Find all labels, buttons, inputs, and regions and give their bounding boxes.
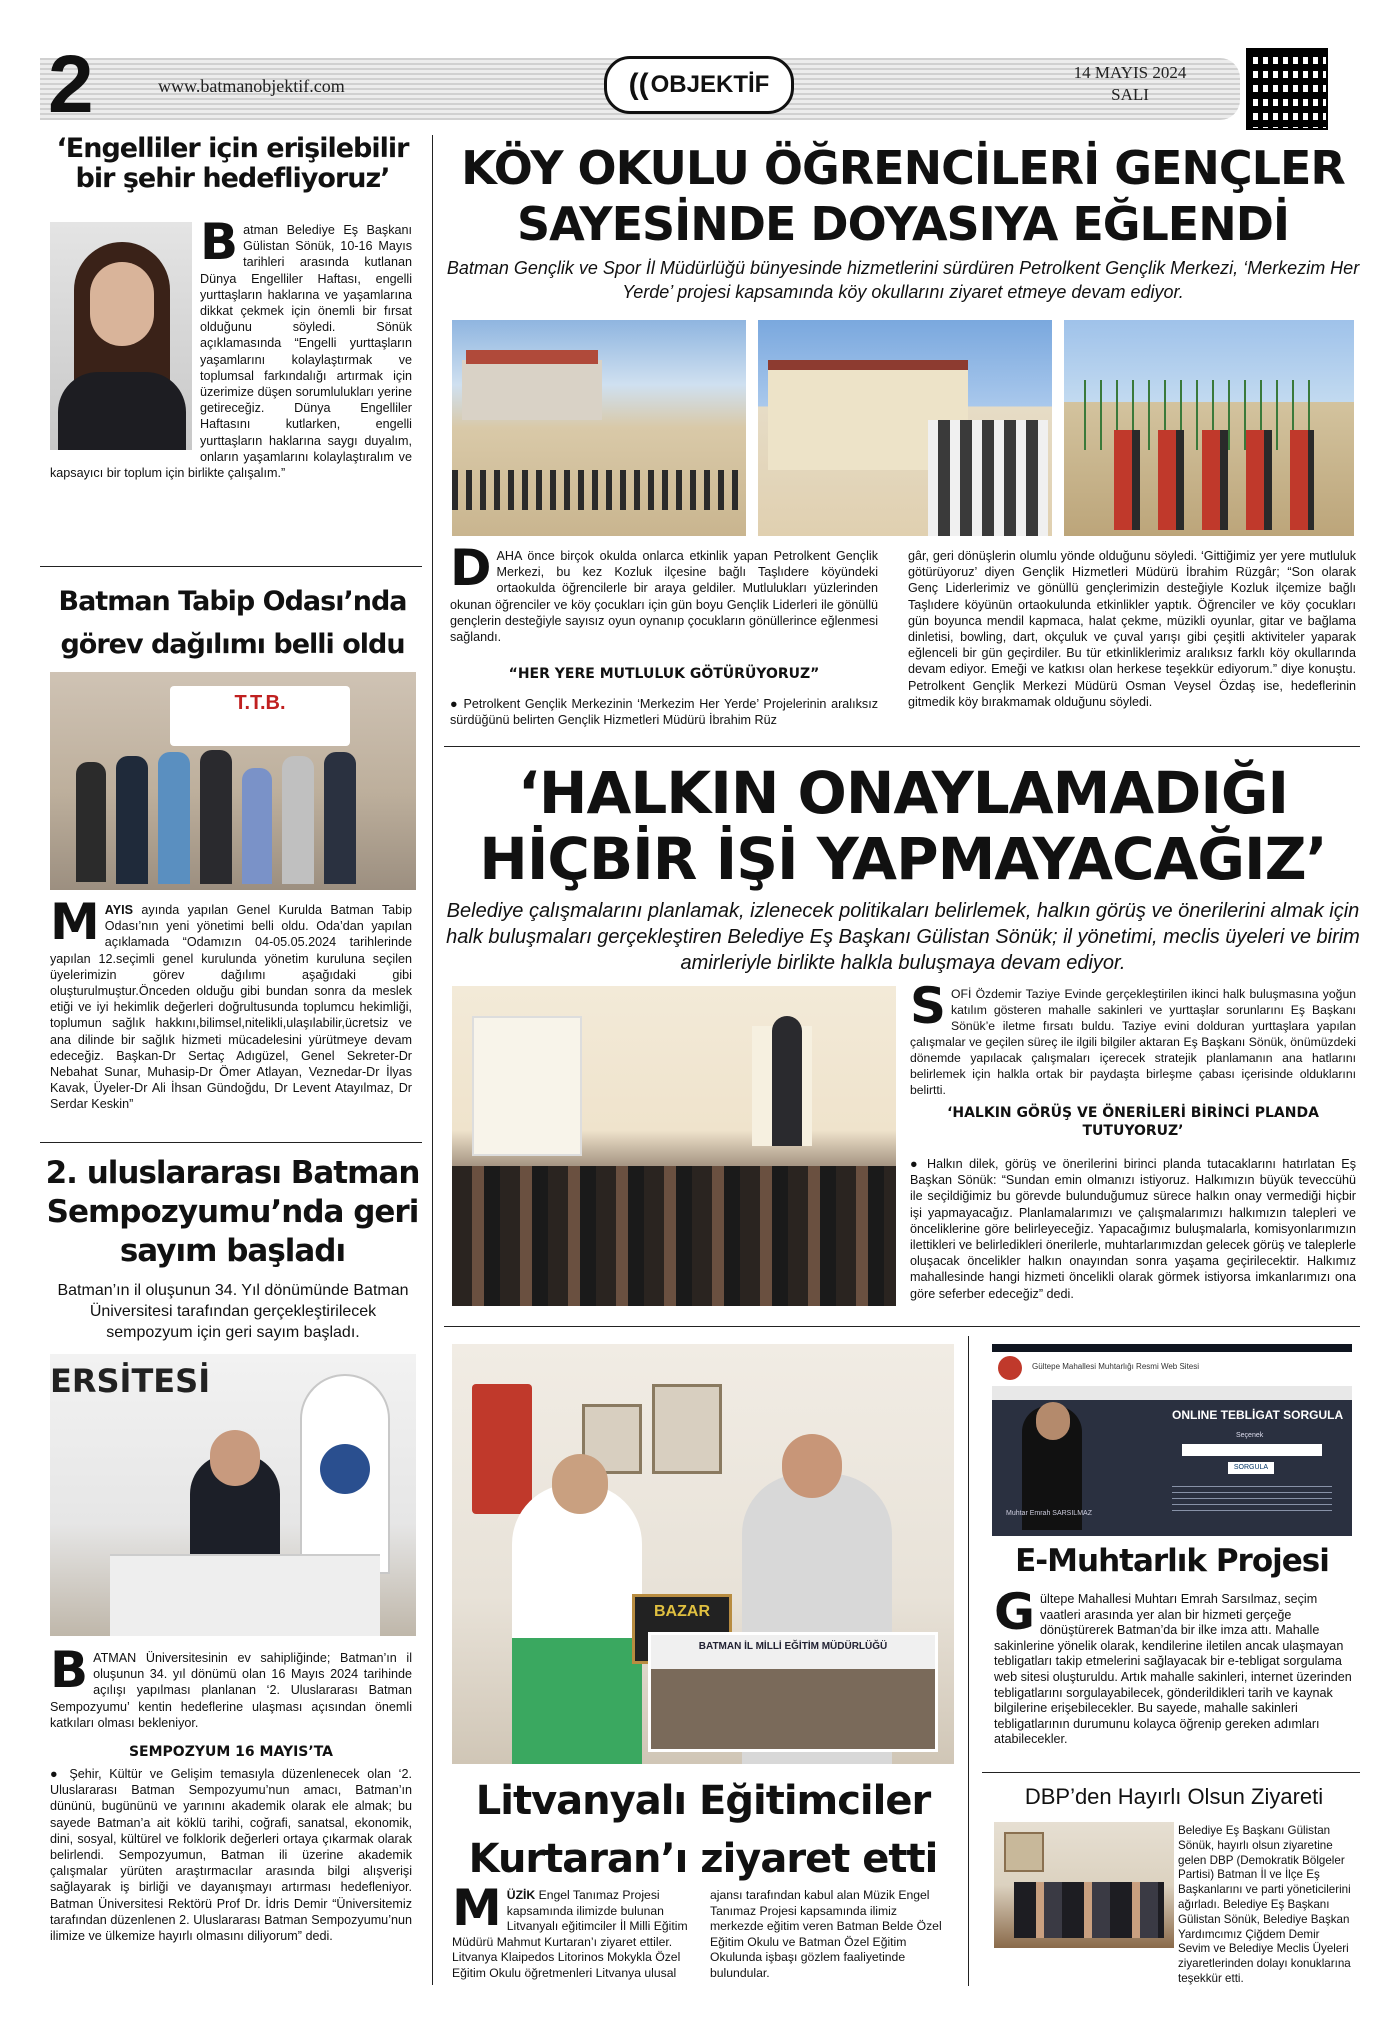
newspaper-logo: (( OBJEKTİF bbox=[604, 56, 794, 114]
divider bbox=[444, 1326, 1360, 1327]
website-screenshot: Gültepe Mahallesi Muhtarlığı Resmi Web Sitesi Muhtar Emrah SARSILMAZ ONLINE TEBLİGAT SORGULA Seçenek SORGULA bbox=[992, 1344, 1352, 1536]
article-subtitle: Batman’ın il oluşunun 34. Yıl dönümünde Batman Üniversitesi tarafından gerçekleştirilecek sempozyum için geri sayım başladı. bbox=[57, 1282, 409, 1341]
article-headline: ‘HALKIN ONAYLAMADIĞI HİÇBİR İŞİ YAPMAYACAĞIZ’ bbox=[479, 759, 1327, 893]
article-headline: KÖY OKULU ÖĞRENCİLERİ GENÇLER SAYESİNDE DOYASIYA EĞLENDİ bbox=[461, 141, 1345, 251]
page-header bbox=[0, 0, 1400, 135]
article-title: Batman Tabip Odası’nda görev dağılımı belli oldu bbox=[58, 586, 407, 660]
qr-code[interactable] bbox=[1246, 48, 1328, 130]
article-title: 2. uluslararası Batman Sempozyumu’nda geri sayım başladı bbox=[45, 1155, 420, 1269]
signing-photo: ERSİTESİ bbox=[50, 1354, 416, 1636]
article-body: Gültepe Mahallesi Muhtarı Emrah Sarsılmaz, seçim vaatleri arasında yer alan bir hizmeti gerçeğe dönüştürerek Batman’da bir ilke imza attı. Mahalle sakinlerine yönelik olarak, kendilerine iletilen ancak ulaşmayan tebligatları takip etmelerini sağlayacak bir e-tebligat sorgulama web sitesi oluşturuldu. Artık mahalle sakinleri, internet üzerinden tebligatlarını sorgulayabilecek, gönderildikleri tarih ve kaynak bilgilerine erişebilecekler. Bu sayede, mahalle sakinleri tebligatlarının durumunu kolayca öğrenip gereken adımları atabilecekler. bbox=[994, 1583, 1352, 1747]
article-title: E-Muhtarlık Projesi bbox=[1015, 1543, 1329, 1579]
column-divider bbox=[968, 1336, 969, 1986]
article-body-continued: gâr, geri dönüşlerin olumlu yönde olduğunu söyledi. ‘Gittiğimiz yer yere mutluluk götürüyoruz’ diyen Gençlik Hizmetleri Müdürü İbrahim Rüzgâr; “Son olarak Genç Liderlerimiz ve gönüllü gençlerimizin desteğiyle Kozluk ilçemize bağlı Taşlıdere köyünün ortaokulunda etkinlikler yaptık. Öğrenciler ve köy çocukları gün boyunca mendil kapmaca, halat çekme, müzikli oyunlar, gitar ve bağlama dinletisi, bowling, dart, okçuluk ve çuval yarışı gibi çeşitli aktiviteler yaparak eğlenceli bir gün geçirdiler. Bu tür etkinliklerimiz aralıksız farklı köy okullarında devam ediyor. Emeği ve katkısı olan herkese teşekkür ediyorum.” diye konuştu. Petrolkent Gençlik Merkezi Müdürü Osman Veysel Özdaş ise, hedeflerinin gitmedik köy bırakmamak olduğunu söyledi. bbox=[908, 549, 1356, 709]
article-subheading: SEMPOZYUM 16 MAYIS’TA bbox=[128, 1744, 334, 1760]
event-photo bbox=[758, 320, 1052, 536]
divider bbox=[40, 1142, 422, 1143]
article-body: Belediye Eş Başkanı Gülistan Sönük, hayırlı olsun ziyaretine gelen DBP (Demokratik Bölgeler Partisi) Batman İl ve İlçe Eş Başkanlarını ve parti yöneticilerini ağırladı. Belediye Eş Başkanı Gülistan Sönük, Belediye Başkan Yardımcımız Çiğdem Demir Sevim ve Belediye Meclis Üyeleri ziyaretlerinden dolayı konuklarına teşekkür etti. bbox=[1178, 1824, 1351, 1985]
page-number: 2 bbox=[48, 39, 94, 130]
article-title: DBP’den Hayırlı Olsun Ziyareti bbox=[1024, 1784, 1324, 1809]
article-body: MÜZİK Engel Tanımaz Projesi kapsamında ilimizde bulunan Litvanyalı eğitimciler İl Milli Eğitim Müdürü Mahmut Kurtaran’ı ziyaret ettiler. Litvanya Klaipedos Litorinos Mokykla Özel Eğitim Okulu öğretmenleri Litvanya ulusal ajansı tarafından kabul alan Müzik Engel Tanımaz Projesi kapsamında ilimiz merkezde eğitim veren Batman Belde Özel Eğitim Okulu ve Batman Özel Eğitim Okulunda işbaşı gözlem faaliyetinde bulundular. bbox=[452, 1879, 942, 1980]
visit-photo: BAZAR BATMAN İL MİLLİ EĞİTİM MÜDÜRLÜĞÜ bbox=[452, 1344, 954, 1764]
issue-date: 14 MAYIS 2024 SALI bbox=[1073, 63, 1187, 104]
group-photo: T.T.B. bbox=[50, 672, 416, 890]
article-body: ● Şehir, Kültür ve Gelişim temasıyla düzenlenecek olan ‘2. Uluslararası Batman Sempozyumu’nun amacı, Batman’ın dününü, bugününü ve yarınını akademik olarak ele almak; bu sayede Batman’a ait köklü tarihi, coğrafi, sanatsal, ekonomik, dini, sosyal, kültürel ve folklorik değerleri ortaya çıkarmak olarak belirlendi. Sempozyumun, Batman ili üzerine akademik çalışmalar yürüten araştırmacılar arasında bilgi alışverişi sağlayarak iş birliği ve dayanışmayı artırması hedefleniyor. Batman Üniversitesi Rektörü Prof Dr. İdris Demir “Üniversitemiz tarafından düzenlenen 2. Uluslararası Batman Sempozyumu’nun ilimize ve ülkemize hayırlı olmasını diliyorum” dedi. bbox=[50, 1767, 412, 1944]
article-title: Litvanyalı Eğitimciler Kurtaran’ı ziyaret etti bbox=[468, 1778, 938, 1882]
article-body: Batman Belediye Eş Başkanı Gülistan Sönük, 10-16 Mayıs tarihleri arasında kutlanan Dünya Engelliler Haftası, engelli yurttaşların haklarına ve yaşamlarına dikkat çekmek için önemli bir fırsat olduğunu söyledi. Sönük açıklamasında “Engelli yurttaşların yaşamlarını kolaylaştırmak ve toplumsal farkındalığı artırmak için üzerimize düşen sorumlulukları yerine getireceğiz. Dünya Engelliler Haftasını kutlarken, engelli yurttaşların haklarına saygı duyalım, onların yaşamlarını kolaylaştıralım ve kapsayıcı bir toplum için birlikte çalışalım.” bbox=[50, 213, 412, 481]
article-subheading: ‘HALKIN GÖRÜŞ VE ÖNERİLERİ BİRİNCİ PLANDA TUTUYORUZ’ bbox=[947, 1105, 1319, 1139]
article-body: ● Halkın dilek, görüş ve önerilerini birinci planda tutacaklarını hatırlatan Eş Başkan Sönük: “Sundan emin olmanızı istiyoruz. Halkımızın büyük teveccühü ile seçildiğimiz bu görevde bulunduğumuz sürece halkın onay vermediği hiçbir işi yapmayacağız. Planlamalarımızı ve çalışmalarımızı halkımızın talepleri ve önceliklerine göre belirleyeceğiz. Yapacağımız buluşmalarla, komisyonlarımızın ilettikleri ve belirledikleri önerilerle, muhtarlarımızdan gelecek görüş ve taleplerle oluşacak öncelikler halkın onayından sonra yaşama geçirilecektir. Halkımız mahallesinde hangi hizmeti öncelikli olarak görmek istiyorsa imkanlarımızı ona göre seferber edeceğiz” dedi. bbox=[910, 1157, 1356, 1301]
divider bbox=[444, 746, 1360, 747]
column-divider bbox=[432, 135, 433, 1985]
divider bbox=[982, 1772, 1360, 1773]
visit-photo bbox=[994, 1822, 1174, 1948]
article-subtitle: Belediye çalışmalarını planlamak, izlenecek politikaları belirlemek, halkın görüş ve önerilerini almak için halk buluşmaları gerçekleştiren Belediye Eş Başkanı Gülistan Sönük; il yönetimi, meclis üyeleri ve birim amirleriyle birlikte halkla buluşmaya devam ediyor. bbox=[446, 900, 1360, 974]
article-title: ‘Engelliler için erişilebilir bir şehir hedefliyoruz’ bbox=[56, 133, 409, 195]
article-body: ● Petrolkent Gençlik Merkezinin ‘Merkezim Her Yerde’ Projelerinin aralıksız sürdüğünü belirten Gençlik Hizmetleri Müdürü İbrahim Rüz bbox=[450, 697, 878, 728]
divider bbox=[40, 566, 422, 567]
event-photo bbox=[1064, 320, 1354, 536]
article-subtitle: Batman Gençlik ve Spor İl Müdürlüğü bünyesinde hizmetlerini sürdüren Petrolkent Gençlik Merkezi, ‘Merkezim Her Yerde’ projesi kapsamında köy okullarını ziyaret etmeye devam ediyor. bbox=[446, 258, 1360, 302]
meeting-photo bbox=[452, 986, 896, 1306]
event-photo bbox=[452, 320, 746, 536]
article-subheading: “HER YERE MUTLULUK GÖTÜRÜYORUZ” bbox=[508, 666, 820, 682]
site-url[interactable]: www.batmanobjektif.com bbox=[158, 76, 345, 96]
article-body: MAYIS ayında yapılan Genel Kurulda Batman Tabip Odası’nın yeni yönetimi belli oldu. Oda’dan yapılan açıklamada “Odamızın 04-05.05.2024 tarihlerinde yapılan 12.seçimli genel kurulunda yönetim kuruluna seçilen üyelerimizin görev dağılımı aşağıdaki gibi oluşturulmuştur.Önceden olduğu gibi bundan sonra da meslek etiği ve iyi hekimlik değerleri doğrultusunda toplumcu hekimliği, toplumun sağlık hakkını,bilimsel,nitelikli,ulaşılabilir,ücretsiz ve ana dilinde bir sağlık hizmeti mücadelesini yürütmeye devam edeceğiz. Başkan-Dr Sertaç Adıgüzel, Genel Sekreter-Dr Nebahat Sunar, Muhasip-Dr Ömer Atlayan, Veznedar-Dr İlyas Kavak, Üyeler-Dr Ali İhsan Gündoğdu, Dr Levent Atayılmaz, Dr Serdar Keskin” bbox=[50, 893, 412, 1112]
article-body: DAHA önce birçok okulda onlarca etkinlik yapan Petrolkent Gençlik Merkezi, bu kez Kozluk ilçesine bağlı Taşlıdere köyündeki ortaokulda öğrencilerle bir araya geldiler. Mutlulukları yüzlerinden okunan öğrenciler ve köy çocukları için gün boyu Gençlik Liderleri ile gönüllü gençlerin desteğiyle sayısız oyun oynanıp çocukların gönüllerince eğlenmesi sağlandı. bbox=[450, 539, 878, 645]
article-body: SOFİ Özdemir Taziye Evinde gerçekleştirilen ikinci halk buluşmasına yoğun katılım gösteren mahalle sakinleri ve yurttaşlar sorunlarını Eş Başkanı Sönük’e iletme fırsatı buldu. Taziye evini dolduran yurttaşlara yapılan çalışmalar ve geçilen süreç ile ilgili bilgiler aktaran Eş Başkanı Sönük, önümüzdeki dönemde yapılacak çalışmaları içerecek stratejik planlamanın ana hatlarını belirlemek için halkla ortak bir paydaşta birleşme çabası içerisinde olduklarını belirtti. bbox=[910, 977, 1356, 1097]
article-body: BATMAN Üniversitesinin ev sahipliğinde; Batman’ın il oluşunun 34. yıl dönümü olan 16 Mayıs 2024 tarihinde açılışı yapılması planlanan ‘2. Uluslararası Batman Sempozyumu’ kentin hedeflerine ulaşması açısından önemli katkıları olması bekleniyor. bbox=[50, 1641, 412, 1730]
